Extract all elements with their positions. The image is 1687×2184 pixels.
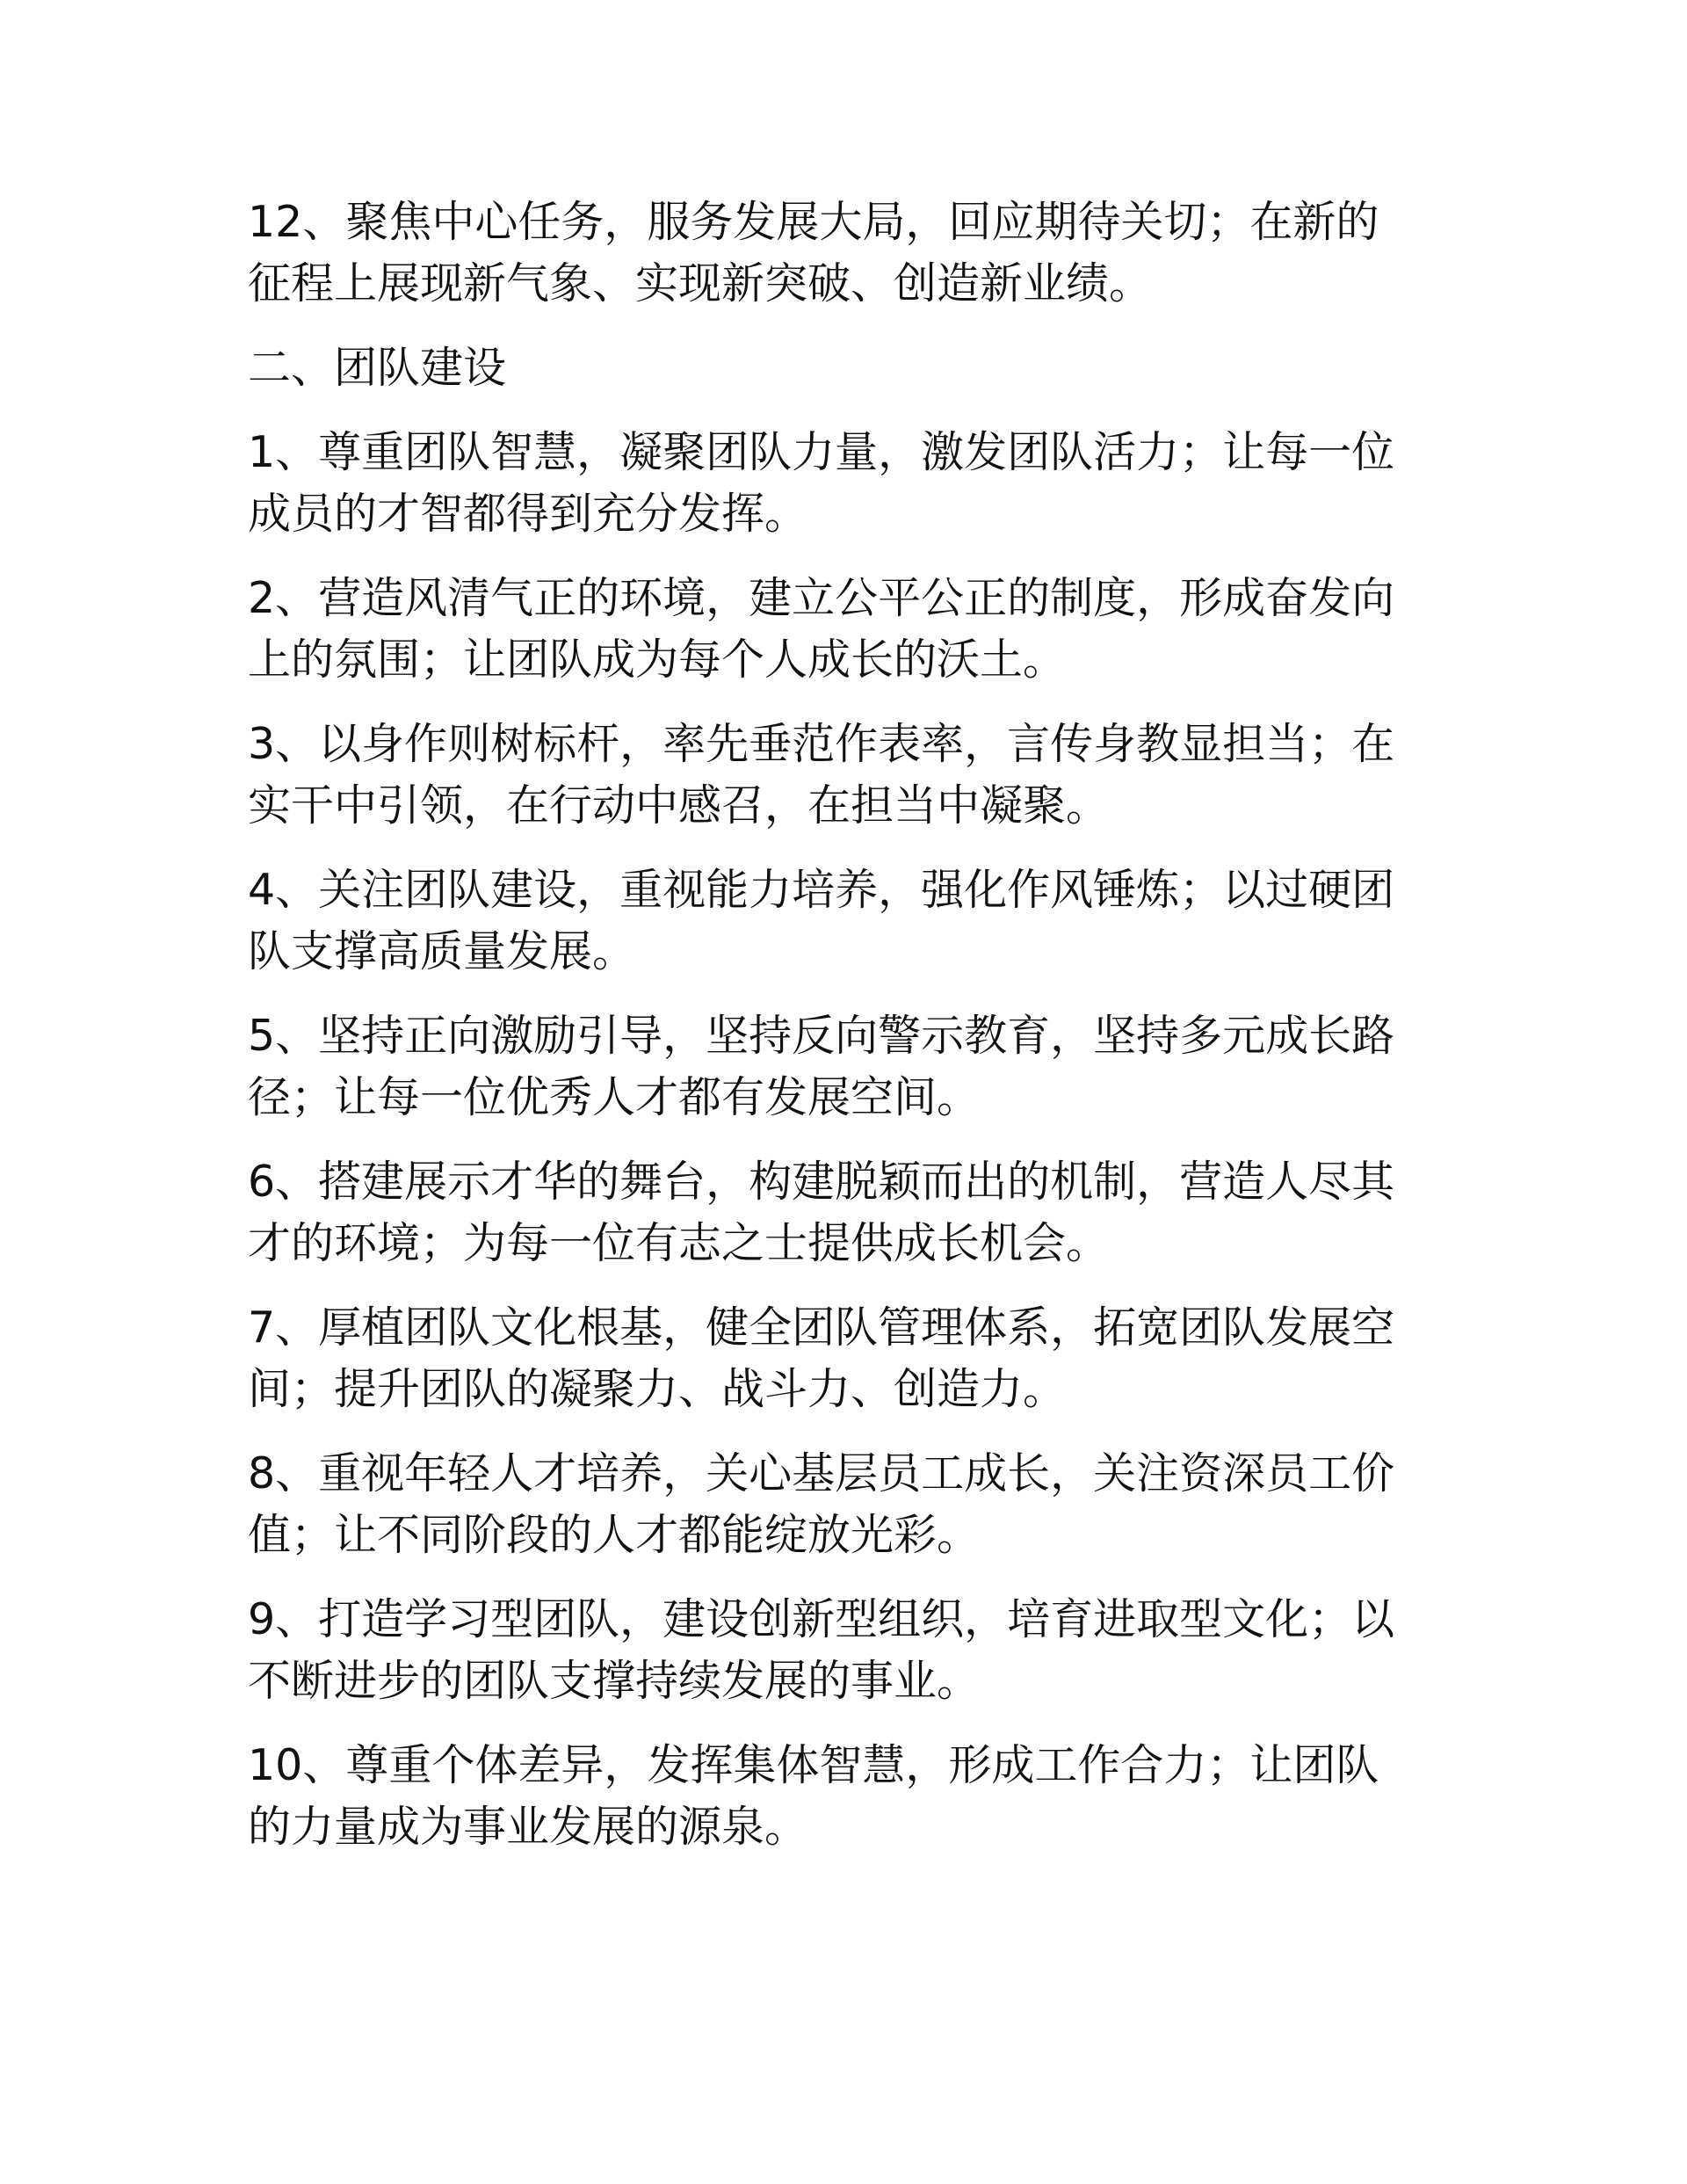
paragraph-item-1: 1、尊重团队智慧，凝聚团队力量，激发团队活力；让每一位成员的才智都得到充分发挥。 (248, 427, 1395, 539)
paragraph-item-7: 7、厚植团队文化根基，健全团队管理体系，拓宽团队发展空间；提升团队的凝聚力、战斗力、创造力。 (248, 1302, 1395, 1414)
paragraph-item-2: 2、营造风清气正的环境，建立公平公正的制度，形成奋发向上的氛围；让团队成为每个人成长的沃土。 (248, 573, 1395, 685)
paragraph-item-12: 12、聚焦中心任务，服务发展大局，回应期待关切；在新的征程上展现新气象、实现新突破、创造新业绩。 (248, 197, 1379, 308)
paragraph-item-3: 3、以身作则树标杆，率先垂范作表率，言传身教显担当；在实干中引领，在行动中感召，在担当中凝聚。 (248, 719, 1395, 831)
paragraph-item-4: 4、关注团队建设，重视能力培养，强化作风锤炼；以过硬团队支撑高质量发展。 (248, 865, 1395, 976)
paragraph-item-5: 5、坚持正向激励引导，坚持反向警示教育，坚持多元成长路径；让每一位优秀人才都有发展空间。 (248, 1011, 1395, 1122)
document-body (248, 192, 1422, 1881)
paragraph-item-8: 8、重视年轻人才培养，关心基层员工成长，关注资深员工价值；让不同阶段的人才都能绽放光彩。 (248, 1448, 1395, 1560)
paragraph-item-9: 9、打造学习型团队，建设创新型组织，培育进取型文化；以不断进步的团队支撑持续发展的事业。 (248, 1594, 1395, 1706)
section-heading-team-building: 二、团队建设 (248, 343, 507, 393)
paragraph-item-6: 6、搭建展示才华的舞台，构建脱颖而出的机制，营造人尽其才的环境；为每一位有志之士提供成长机会。 (248, 1157, 1395, 1268)
paragraph-item-10: 10、尊重个体差异，发挥集体智慧，形成工作合力；让团队的力量成为事业发展的源泉。 (248, 1740, 1379, 1852)
